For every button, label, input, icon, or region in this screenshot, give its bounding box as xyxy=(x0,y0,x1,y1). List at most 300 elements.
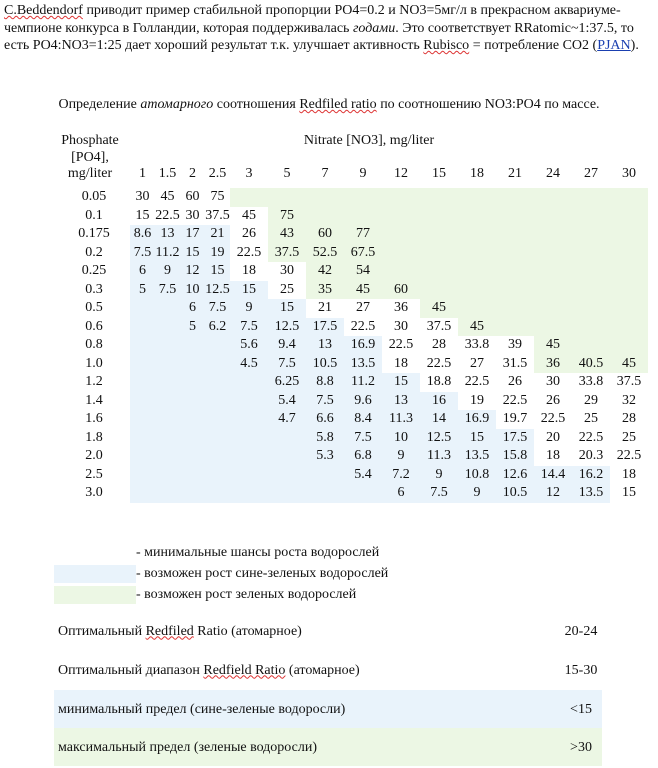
optimal-label-part: Ratio (атомарное) xyxy=(193,623,302,639)
ratio-cell: 15 xyxy=(382,373,420,392)
table-row xyxy=(58,410,648,429)
ratio-cell: 19 xyxy=(205,244,230,263)
table-caption: Определение атомарного соотношения Redfiled ratio по соотношению NO3:PO4 по массе. xyxy=(58,97,600,112)
ratio-cell: 5.4 xyxy=(344,466,382,485)
optimal-label-part: минимальный предел (сине-зеленые водоросли) xyxy=(58,701,346,717)
optimal-label-part: максимальный предел (зеленые водоросли) xyxy=(58,739,317,755)
ratio-cell: 13.5 xyxy=(458,447,496,466)
ratio-cell xyxy=(205,355,230,374)
ratio-cell xyxy=(534,244,572,263)
ratio-cell: 26 xyxy=(534,392,572,411)
intro-text-2: . Это соответствует RRatomic~1:37.5, то есть PO4:NO3=1:25 дает хороший результат т.к. улучшает активность xyxy=(4,20,634,53)
phosphate-value: 0.25 xyxy=(81,263,107,279)
ratio-cell xyxy=(205,484,230,503)
optimal-value: >30 xyxy=(570,739,592,755)
phosphate-value: 0.1 xyxy=(85,207,103,223)
ratio-cell xyxy=(180,466,205,485)
ratio-cell xyxy=(572,318,610,337)
ratio-cell xyxy=(610,318,648,337)
ratio-cell xyxy=(155,447,180,466)
optimal-value: 20-24 xyxy=(564,623,598,639)
ratio-cell: 9 xyxy=(382,447,420,466)
ratio-cell: 17.5 xyxy=(496,429,534,448)
ratio-cell xyxy=(534,281,572,300)
ratio-cell: 75 xyxy=(205,188,230,207)
optimal-row xyxy=(54,690,602,728)
ratio-cell: 22.5 xyxy=(230,244,268,263)
ratio-cell: 5.4 xyxy=(268,392,306,411)
table-row xyxy=(58,392,648,411)
rubisco-term: Rubisco xyxy=(423,38,470,53)
ratio-cell: 9 xyxy=(155,262,180,281)
ratio-cell: 11.3 xyxy=(420,447,458,466)
intro-paragraph xyxy=(4,2,654,55)
optimal-label-part: Redfiled xyxy=(145,623,194,639)
ratio-cell: 60 xyxy=(306,225,344,244)
ratio-cell xyxy=(382,262,420,281)
ratio-cell: 32 xyxy=(610,392,648,411)
caption-emphasis: атомарного xyxy=(140,97,214,112)
ratio-cell: 36 xyxy=(382,299,420,318)
ratio-cell xyxy=(306,466,344,485)
ratio-cell xyxy=(496,318,534,337)
phosphate-value: 0.3 xyxy=(85,281,103,297)
nitrate-value: 18 xyxy=(470,166,484,181)
optimal-label xyxy=(54,690,560,728)
optimal-label xyxy=(54,650,560,690)
ratio-cell xyxy=(572,336,610,355)
ratio-cell: 16.2 xyxy=(572,466,610,485)
ratio-cell: 15.8 xyxy=(496,447,534,466)
ratio-cell xyxy=(534,188,572,207)
ratio-cell xyxy=(155,466,180,485)
phosphate-value: 1.4 xyxy=(85,392,103,408)
ratio-cell xyxy=(534,318,572,337)
ratio-cell xyxy=(205,447,230,466)
optimal-ratio-table xyxy=(54,612,602,766)
ratio-cell xyxy=(130,355,155,374)
legend-text: - возможен рост сине-зеленых водорослей xyxy=(136,566,389,581)
ratio-cell xyxy=(205,410,230,429)
ratio-cell: 22.5 xyxy=(496,392,534,411)
ratio-cell: 27 xyxy=(344,299,382,318)
phosphate-value: 0.2 xyxy=(85,244,103,260)
ratio-cell: 15 xyxy=(130,207,155,226)
ratio-cell: 7.5 xyxy=(230,318,268,337)
ratio-cell: 30 xyxy=(180,207,205,226)
ratio-cell: 8.4 xyxy=(344,410,382,429)
ratio-cell: 15 xyxy=(230,281,268,300)
nitrate-value: 24 xyxy=(546,166,560,181)
ratio-cell: 18.8 xyxy=(420,373,458,392)
ratio-cell xyxy=(610,281,648,300)
nitrate-value: 9 xyxy=(359,166,367,181)
ratio-cell: 13 xyxy=(306,336,344,355)
ratio-cell xyxy=(458,188,496,207)
ratio-cell xyxy=(180,336,205,355)
ratio-cell: 18 xyxy=(382,355,420,374)
ratio-cell: 35 xyxy=(306,281,344,300)
ratio-cell xyxy=(572,299,610,318)
ratio-cell: 6.25 xyxy=(268,373,306,392)
ratio-cell: 22.5 xyxy=(344,318,382,337)
ratio-cell: 9 xyxy=(230,299,268,318)
optimal-value: <15 xyxy=(570,701,592,717)
legend-text: - минимальные шансы роста водорослей xyxy=(136,545,380,560)
phosphate-value: 1.2 xyxy=(85,374,103,390)
ratio-cell: 4.5 xyxy=(230,355,268,374)
ratio-cell xyxy=(344,188,382,207)
ratio-cell: 6.2 xyxy=(205,318,230,337)
ratio-cell xyxy=(205,466,230,485)
legend-item xyxy=(54,565,388,583)
ratio-cell: 17.5 xyxy=(306,318,344,337)
ratio-cell xyxy=(155,429,180,448)
ratio-cell: 7.5 xyxy=(268,355,306,374)
ratio-cell xyxy=(306,484,344,503)
ratio-cell: 28 xyxy=(610,410,648,429)
ratio-cell: 16.9 xyxy=(458,410,496,429)
ratio-cell xyxy=(268,466,306,485)
ratio-cell: 19 xyxy=(458,392,496,411)
phosphate-value: 0.175 xyxy=(78,226,110,242)
nitrate-value: 2.5 xyxy=(208,166,227,181)
ratio-cell: 30 xyxy=(268,262,306,281)
ratio-cell xyxy=(458,225,496,244)
ratio-cell: 39 xyxy=(496,336,534,355)
ratio-cell xyxy=(230,447,268,466)
ratio-cell xyxy=(420,244,458,263)
ratio-cell xyxy=(382,244,420,263)
ratio-cell: 22.5 xyxy=(534,410,572,429)
ratio-cell xyxy=(458,262,496,281)
ratio-cell xyxy=(130,392,155,411)
nitrate-values-row xyxy=(58,160,648,188)
ratio-cell xyxy=(130,466,155,485)
optimal-label-part: Redfield Ratio xyxy=(203,662,286,678)
ratio-cell xyxy=(230,188,268,207)
phosphate-value: 0.5 xyxy=(85,300,103,316)
ratio-cell xyxy=(180,429,205,448)
ratio-cell: 13.5 xyxy=(344,355,382,374)
ratio-cell xyxy=(458,299,496,318)
optimal-label xyxy=(54,728,560,766)
author-name: C.Beddendorf xyxy=(4,3,83,18)
ratio-cell: 26 xyxy=(496,373,534,392)
ratio-cell xyxy=(180,355,205,374)
ratio-cell: 27 xyxy=(458,355,496,374)
ratio-cell xyxy=(382,225,420,244)
ratio-cell: 10.5 xyxy=(496,484,534,503)
ratio-cell xyxy=(205,336,230,355)
intro-emphasis: годами xyxy=(352,20,396,36)
ratio-cell: 45 xyxy=(230,207,268,226)
ratio-cell: 12.5 xyxy=(420,429,458,448)
ratio-cell: 20.3 xyxy=(572,447,610,466)
nitrate-value: 27 xyxy=(584,166,598,181)
ratio-cell: 29 xyxy=(572,392,610,411)
ratio-cell xyxy=(155,355,180,374)
ratio-cell: 9 xyxy=(458,484,496,503)
ratio-cell xyxy=(572,244,610,263)
nitrate-header: Nitrate [NO3], mg/liter xyxy=(303,133,435,148)
ratio-cell: 10 xyxy=(382,429,420,448)
ratio-cell: 12.5 xyxy=(268,318,306,337)
ratio-cell xyxy=(458,207,496,226)
legend-item xyxy=(54,586,356,604)
ratio-cell xyxy=(205,392,230,411)
legend-swatch xyxy=(54,544,136,562)
ratio-cell: 15 xyxy=(180,244,205,263)
table-row xyxy=(58,299,648,318)
ratio-cell xyxy=(205,373,230,392)
ratio-cell xyxy=(130,484,155,503)
ratio-cell xyxy=(420,207,458,226)
optimal-value: 15-30 xyxy=(564,662,598,678)
phosphate-value: 1.6 xyxy=(85,411,103,427)
ratio-cell: 9.6 xyxy=(344,392,382,411)
ratio-cell: 60 xyxy=(382,281,420,300)
ratio-cell: 11.2 xyxy=(344,373,382,392)
ratio-cell: 10 xyxy=(180,281,205,300)
intro-text-1: приводит пример стабильной пропорции PO4=0.2 и NO3=5мг/л в прекрасном аквариуме-чемпионе конкурса в Голландии, которая поддерживалась xyxy=(4,3,621,36)
ratio-cell xyxy=(610,188,648,207)
pjan-link[interactable]: PJAN xyxy=(597,38,631,53)
ratio-cell xyxy=(610,262,648,281)
ratio-cell xyxy=(610,244,648,263)
ratio-cell: 7.5 xyxy=(155,281,180,300)
ratio-cell xyxy=(496,244,534,263)
ratio-cell xyxy=(572,225,610,244)
ratio-cell xyxy=(496,299,534,318)
ratio-cell: 26 xyxy=(230,225,268,244)
ratio-cell: 43 xyxy=(268,225,306,244)
table-row xyxy=(58,318,648,337)
ratio-cell xyxy=(180,373,205,392)
ratio-cell: 19.7 xyxy=(496,410,534,429)
phosphate-value: 3.0 xyxy=(85,485,103,501)
ratio-cell xyxy=(155,484,180,503)
ratio-cell: 22.5 xyxy=(420,355,458,374)
ratio-cell: 6.6 xyxy=(306,410,344,429)
optimal-label-part: Оптимальный xyxy=(58,623,146,639)
caption-term: Redfiled ratio xyxy=(299,97,377,112)
ratio-cell xyxy=(610,207,648,226)
ratio-cell xyxy=(155,299,180,318)
ratio-cell: 30 xyxy=(382,318,420,337)
ratio-cell xyxy=(130,429,155,448)
ratio-cell xyxy=(230,410,268,429)
ratio-cell: 37.5 xyxy=(268,244,306,263)
ratio-cell: 25 xyxy=(610,429,648,448)
ratio-cell: 25 xyxy=(572,410,610,429)
legend-text: - возможен рост зеленых водорослей xyxy=(136,587,357,602)
ratio-cell: 20 xyxy=(534,429,572,448)
ratio-cell xyxy=(534,207,572,226)
optimal-row xyxy=(54,728,602,766)
redfield-ratio-table xyxy=(58,160,648,503)
ratio-cell: 10.8 xyxy=(458,466,496,485)
ratio-cell xyxy=(130,299,155,318)
ratio-cell: 54 xyxy=(344,262,382,281)
optimal-row xyxy=(54,612,602,650)
corner-cell xyxy=(58,160,130,188)
ratio-cell xyxy=(180,410,205,429)
phosphate-value: 2.0 xyxy=(85,448,103,464)
ratio-cell xyxy=(572,207,610,226)
ratio-cell: 7.5 xyxy=(344,429,382,448)
ratio-cell: 30 xyxy=(130,188,155,207)
ratio-cell: 18 xyxy=(534,447,572,466)
ratio-cell xyxy=(230,373,268,392)
ratio-cell: 45 xyxy=(155,188,180,207)
ratio-cell: 75 xyxy=(268,207,306,226)
intro-text-4: ). xyxy=(630,38,639,53)
ratio-cell: 10.5 xyxy=(306,355,344,374)
ratio-cell xyxy=(420,225,458,244)
ratio-cell xyxy=(344,484,382,503)
ratio-cell xyxy=(306,207,344,226)
ratio-cell: 45 xyxy=(420,299,458,318)
ratio-cell: 67.5 xyxy=(344,244,382,263)
ratio-cell: 12 xyxy=(180,262,205,281)
ratio-cell: 13 xyxy=(382,392,420,411)
table-row xyxy=(58,466,648,485)
intro-text-3: = потребление CO2 ( xyxy=(469,38,598,53)
ratio-cell: 5.8 xyxy=(306,429,344,448)
ratio-cell xyxy=(180,392,205,411)
ratio-cell: 14.4 xyxy=(534,466,572,485)
ratio-cell xyxy=(610,336,648,355)
table-row xyxy=(58,355,648,374)
ratio-cell: 15 xyxy=(458,429,496,448)
nitrate-value: 1.5 xyxy=(158,166,177,181)
ratio-cell xyxy=(572,262,610,281)
ratio-cell: 36 xyxy=(534,355,572,374)
table-row xyxy=(58,336,648,355)
ratio-cell: 45 xyxy=(458,318,496,337)
ratio-cell: 8.8 xyxy=(306,373,344,392)
ratio-cell xyxy=(496,262,534,281)
ratio-cell: 77 xyxy=(344,225,382,244)
ratio-cell xyxy=(155,373,180,392)
ratio-cell xyxy=(496,225,534,244)
ratio-cell: 15 xyxy=(205,262,230,281)
ratio-cell: 17 xyxy=(180,225,205,244)
ratio-cell xyxy=(155,392,180,411)
ratio-cell: 45 xyxy=(534,336,572,355)
legend-item xyxy=(54,544,379,562)
ratio-cell xyxy=(610,299,648,318)
ratio-cell: 5.3 xyxy=(306,447,344,466)
ratio-cell xyxy=(230,466,268,485)
optimal-label-part: (атомарное) xyxy=(285,662,360,678)
ratio-cell xyxy=(496,207,534,226)
table-row xyxy=(58,188,648,207)
nitrate-value: 1 xyxy=(139,166,146,181)
optimal-label xyxy=(54,612,560,650)
ratio-cell: 12.5 xyxy=(205,281,230,300)
ratio-cell: 22.5 xyxy=(458,373,496,392)
nitrate-value: 3 xyxy=(245,166,253,181)
nitrate-value: 7 xyxy=(321,166,329,181)
ratio-cell xyxy=(268,484,306,503)
ratio-cell xyxy=(458,244,496,263)
ratio-cell: 18 xyxy=(610,466,648,485)
ratio-cell: 18 xyxy=(230,262,268,281)
ratio-cell: 9 xyxy=(420,466,458,485)
ratio-cell xyxy=(458,281,496,300)
ratio-cell xyxy=(496,188,534,207)
ratio-cell: 9.4 xyxy=(268,336,306,355)
phosphate-value: 1.8 xyxy=(85,429,103,445)
nitrate-value: 21 xyxy=(508,166,522,181)
ratio-cell xyxy=(420,188,458,207)
ratio-cell xyxy=(268,188,306,207)
ratio-cell xyxy=(230,484,268,503)
ratio-cell: 6 xyxy=(382,484,420,503)
optimal-label-part: Оптимальный диапазон xyxy=(58,662,204,678)
ratio-cell xyxy=(130,336,155,355)
table-row xyxy=(58,262,648,281)
ratio-cell: 7.2 xyxy=(382,466,420,485)
ratio-cell xyxy=(382,207,420,226)
ratio-cell: 13.5 xyxy=(572,484,610,503)
phosphate-header: Phosphate [PO4], mg/liter xyxy=(61,133,119,181)
ratio-cell: 16 xyxy=(420,392,458,411)
ratio-cell: 12.6 xyxy=(496,466,534,485)
ratio-cell xyxy=(155,318,180,337)
ratio-cell: 7.5 xyxy=(130,244,155,263)
ratio-cell xyxy=(130,373,155,392)
ratio-cell xyxy=(230,392,268,411)
ratio-cell: 12 xyxy=(534,484,572,503)
ratio-cell xyxy=(268,429,306,448)
ratio-cell: 45 xyxy=(344,281,382,300)
nitrate-value: 2 xyxy=(189,166,196,181)
table-row xyxy=(58,447,648,466)
ratio-cell xyxy=(496,281,534,300)
nitrate-value: 5 xyxy=(283,166,291,181)
ratio-cell xyxy=(306,188,344,207)
ratio-cell xyxy=(155,410,180,429)
ratio-cell: 14 xyxy=(420,410,458,429)
ratio-cell: 7.5 xyxy=(306,392,344,411)
legend-swatch xyxy=(54,586,136,604)
ratio-cell: 52.5 xyxy=(306,244,344,263)
table-row xyxy=(58,207,648,226)
ratio-cell xyxy=(610,225,648,244)
ratio-cell: 45 xyxy=(610,355,648,374)
ratio-cell: 31.5 xyxy=(496,355,534,374)
ratio-cell: 15 xyxy=(268,299,306,318)
nitrate-value: 15 xyxy=(432,166,446,181)
ratio-cell xyxy=(180,484,205,503)
ratio-cell: 25 xyxy=(268,281,306,300)
phosphate-value: 0.05 xyxy=(81,189,107,205)
nitrate-value: 12 xyxy=(394,166,408,181)
ratio-cell xyxy=(180,447,205,466)
phosphate-value: 1.0 xyxy=(85,355,103,371)
optimal-row xyxy=(54,650,602,690)
phosphate-value: 0.8 xyxy=(85,337,103,353)
ratio-cell xyxy=(230,429,268,448)
ratio-cell xyxy=(534,225,572,244)
ratio-cell: 5 xyxy=(180,318,205,337)
nitrate-value: 30 xyxy=(622,166,636,181)
ratio-cell: 16.9 xyxy=(344,336,382,355)
ratio-cell: 6.8 xyxy=(344,447,382,466)
